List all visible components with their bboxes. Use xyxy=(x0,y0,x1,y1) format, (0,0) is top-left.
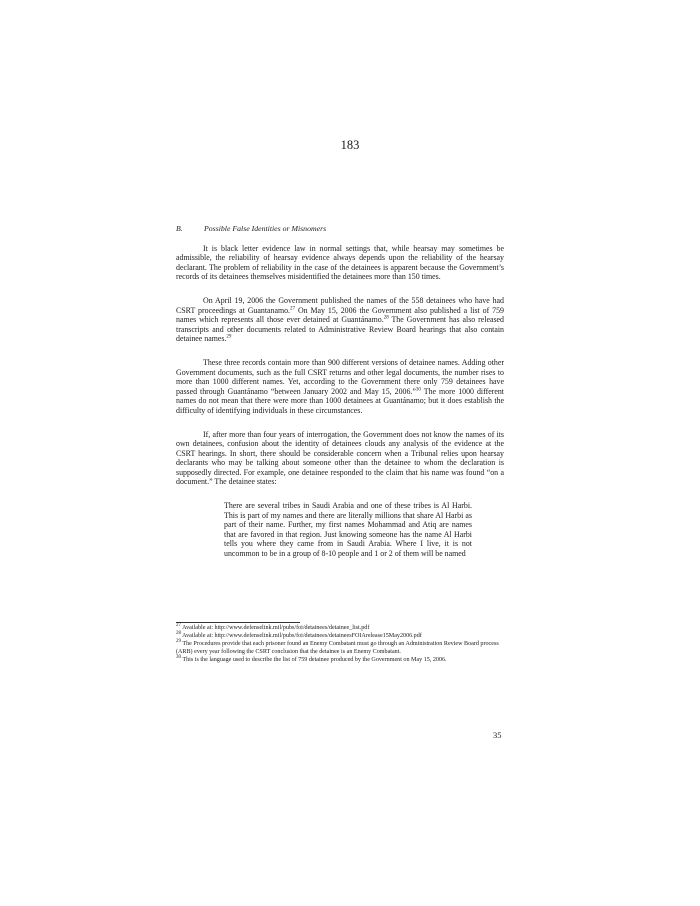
footnote-number: 27 xyxy=(176,622,181,628)
paragraph-4: If, after more than four years of interrogation, the Government does not know the names of its own detainees, confusion about the identity of detainees clouds any analysis of the evidence at the CSRT hearings. In short, there should be considerable concern when a Tribunal relies upon hearsay declarants who may be talking about someone other than the detainee to whom the declaration is supposedly directed. For example, one detainee responded to the claim that his name was found “on a document.” The detainee states: xyxy=(176,429,504,487)
paragraph-2 xyxy=(176,296,504,344)
footnote-27 xyxy=(176,622,504,633)
paragraph-2-part-a: On April 19, 2006 the Government published the names of the 558 detainees who have had CSRT proceedings at Guantanamo. xyxy=(176,295,504,315)
footnote-text: Available at: http://www.defenselink.mil/pubs/foi/detainees/detainee_list.pdf xyxy=(181,625,370,631)
block-quote xyxy=(224,501,472,559)
footnote-divider xyxy=(176,622,300,623)
footnote-number: 30 xyxy=(176,654,181,660)
section-title: Possible False Identities or Misnomers xyxy=(204,224,327,233)
paragraph-1: It is black letter evidence law in normal settings that, while hearsay may sometimes be admissible, the reliability of hearsay evidence always depends upon the reliability of the hearsay declarant. The problem of reliability in the case of the detainees is apparent because the Government’s records of its detainees themselves misidentified the detainees more than 150 times. xyxy=(176,243,504,282)
footnote-number: 29 xyxy=(176,639,181,645)
footnote-ref-27: 27 xyxy=(290,305,296,311)
footnote-30 xyxy=(176,654,504,665)
paragraph-3 xyxy=(176,358,504,416)
block-quote-text: There are several tribes in Saudi Arabia and one of these tribes is Al Harbi. This is part of my names and there are literally millions that share Al Harbi as part of their name. Further, my first names Mohammad and Atiq are names that are favored in that region. Just knowing someone has the name Al Harbi tells you where they came from in Saudi Arabia. Where I live, it is not uncommon to be in a group of 8-10 people and 1 or 2 of them will be named xyxy=(224,501,472,559)
footnote-text: The Procedures provide that each prisoner found an Enemy Combatant must go through an Administration Review Board process (ARB) every year following the CSRT conclusion that the detainee is an Enemy Combatant. xyxy=(176,641,499,655)
footnote-ref-30: 30 xyxy=(415,387,421,393)
footnote-29 xyxy=(176,641,504,656)
page-header-number: 183 xyxy=(340,138,360,152)
footnote-ref-28: 28 xyxy=(383,315,389,321)
paragraph-3-part-b: The more 1000 different names do not mean that there were more than 1000 detainees at Guantánamo; but it does establish the difficulty of identifying individuals in these circumstances. xyxy=(176,386,505,415)
footnotes xyxy=(176,622,504,665)
footnote-text: This is the language used to describe the list of 759 detainee produced by the Government on May 15, 2006. xyxy=(181,656,447,663)
paragraph-2-part-c: The Government has also released transcripts and other documents related to Administrative Review Board hearings that also contain detainee names. xyxy=(176,315,504,344)
page-footer-number: 35 xyxy=(493,730,502,740)
section-label: B. xyxy=(176,224,183,233)
paragraph-3-part-a: These three records contain more than 900 different versions of detainee names. Adding other Government documents, such as the full CSRT returns and other legal documents, the number rises to more than 1000 different names. Yet, according to the Government there only 759 detainees have passed through Guantánamo “between January 2002 and May 15, 2006.” xyxy=(176,357,504,396)
footnote-number: 28 xyxy=(176,631,181,637)
paragraph-2-part-b: On May 15, 2006 the Government also published a list of 759 names which represents all those ever detained at Guantánamo. xyxy=(176,305,504,325)
footnote-ref-29: 29 xyxy=(226,334,232,340)
footnote-text: Available at: http://www.defenselink.mil/pubs/foi/detainees/detaineesFOIArelease15May2006.pdf xyxy=(181,633,422,640)
section-heading xyxy=(176,224,504,234)
footnote-28 xyxy=(176,633,504,641)
main-content xyxy=(176,224,504,559)
